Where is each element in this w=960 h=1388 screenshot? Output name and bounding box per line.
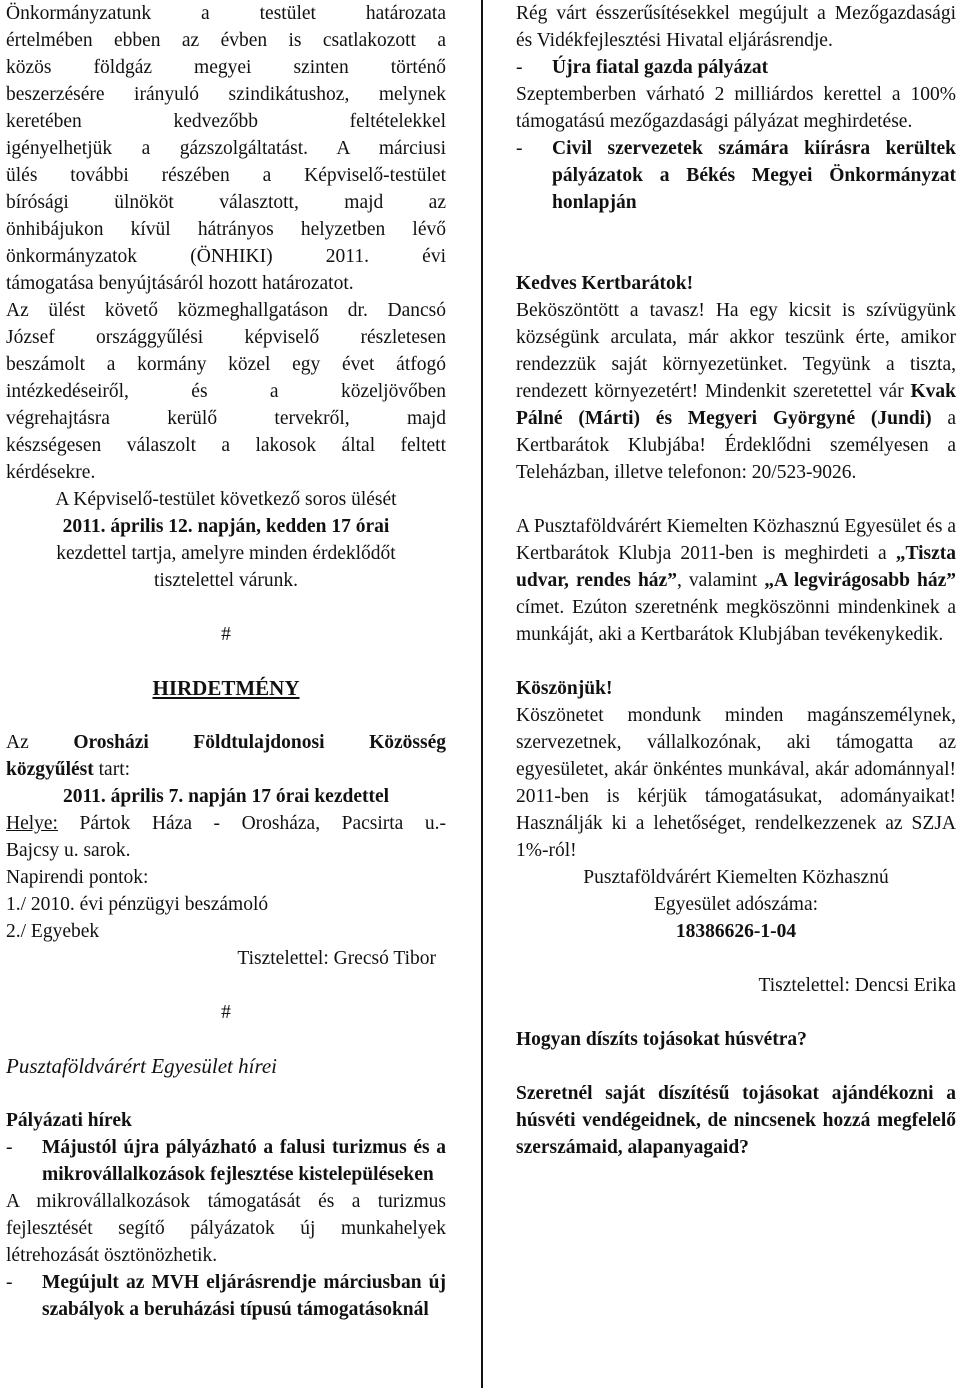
news-bullet bbox=[516, 54, 956, 81]
agenda-item: 1./ 2010. évi pénzügyi beszámoló bbox=[6, 894, 269, 915]
text-line: igényelhetjük a gázszolgáltatást. A márciusi bbox=[6, 138, 446, 159]
dash-marker: - bbox=[516, 138, 523, 159]
text-line: beszerzésére irányuló szindikátushoz, melynek bbox=[6, 84, 446, 105]
easter-heading: Hogyan díszíts tojásokat húsvétra? bbox=[516, 1029, 807, 1050]
news-bullet bbox=[6, 1269, 446, 1323]
text-line: közös földgáz megyei szinten történő bbox=[6, 57, 446, 78]
text-line: támogatása benyújtásáról hozott határozatot. bbox=[6, 273, 354, 294]
meeting-date: 2011. április 12. napján, kedden 17 órai bbox=[62, 516, 390, 537]
text-line: Bajcsy u. sarok. bbox=[6, 840, 131, 861]
text-line: ülés további részében a Képviselő-testület bbox=[6, 165, 446, 186]
assembly-word: közgyűlést bbox=[6, 759, 94, 780]
text-span: , valamint bbox=[676, 570, 765, 591]
separator-hash: # bbox=[221, 1002, 231, 1023]
grants-heading: Pályázati hírek bbox=[6, 1110, 132, 1131]
text-span: A Pusztaföldvárért Kiemelten Közhasznú Egyesület és a Kertbarátok Klubja 2011-ben is meghirdeti a bbox=[516, 516, 956, 564]
text-line: Önkormányzatunk a testület határozata bbox=[6, 3, 446, 24]
text-span: a Kertbarátok Klubjába! Érdeklődni személyesen a Teleházban, illetve telefonon: 20/523-9026. bbox=[516, 408, 956, 483]
bullet-text: Civil szervezetek számára kiírásra kerültek pályázatok a Békés Megyei Önkormányzat honlapján bbox=[552, 138, 956, 213]
text-line: tisztelettel várunk. bbox=[153, 570, 299, 591]
dash-marker: - bbox=[6, 1137, 13, 1158]
section-title: Pusztaföldvárért Egyesület hírei bbox=[6, 1054, 278, 1078]
text-span: címet. Ezúton szeretnénk megköszönni mindenkinek a munkáját, aki a Kertbarátok Klubjában tevékenykedik. bbox=[516, 597, 956, 645]
text-line: Az bbox=[6, 732, 74, 753]
place-value: Pártok Háza - Orosháza, Pacsirta u.- bbox=[57, 813, 446, 834]
bullet-text: Megújult az MVH eljárásrendje márciusban új szabályok a beruházási típusú támogatásoknál bbox=[42, 1272, 446, 1320]
hearing-paragraph bbox=[6, 297, 446, 486]
thanks-paragraph: Köszönetet mondunk minden magánszemélynek, szervezetnek, vállalkozónak, aki támogatta az egyesületet, akár önkéntes munkával, akár adománnyal! 2011-ben is kérjük támogatásukat, adományaikat! Használják ki a lehetőséget, rendelkezzenek az SZJA 1%-ról! bbox=[516, 705, 956, 861]
notice-title: HIRDETMÉNY bbox=[152, 676, 300, 700]
text-line: beszámolt a kormány közel egy évet átfogó bbox=[6, 354, 446, 375]
contact-names: Kvak Pálné (Márti) és Megyeri Györgyné (Jundi) bbox=[516, 381, 956, 429]
easter-paragraph: Szeretnél saját díszítésű tojásokat ajándékozni a húsvéti vendégeidnek, de nincsenek hozzá megfelelő szerszámaid, alapanyagaid? bbox=[516, 1083, 956, 1158]
agenda-title: Napirendi pontok: bbox=[6, 867, 149, 888]
contest-paragraph bbox=[516, 513, 956, 648]
text-line: készségesen válaszolt a lakosok által feltett bbox=[6, 435, 446, 456]
signature: Tisztelettel: Grecsó Tibor bbox=[237, 948, 436, 969]
bullet-body: A mikrovállalkozások támogatását és a turizmus fejlesztését segítő pályázatok új munkahelyek létrehozását ösztönözhetik. bbox=[6, 1191, 446, 1266]
contest-title: „A legvirágosabb ház” bbox=[764, 570, 956, 591]
notice-body bbox=[6, 729, 446, 972]
separator-hash: # bbox=[221, 624, 231, 645]
text-span: Beköszöntött a tavasz! Ha egy kicsit is szívügyünk községünk arculata, már akkor teszünk érte, amikor rendezzük saját környezetünket. Tegyünk a tiszta, rendezett környezetért! Mindenkit szeretettel vár bbox=[516, 300, 956, 402]
right-column bbox=[516, 0, 956, 1161]
mvh-paragraph: Rég várt ésszerűsítésekkel megújult a Mezőgazdasági és Vidékfejlesztési Hivatal eljárásrendje. bbox=[516, 3, 956, 51]
agenda-item: 2./ Egyebek bbox=[6, 921, 100, 942]
signature: Tisztelettel: Dencsi Erika bbox=[758, 975, 956, 996]
dash-marker: - bbox=[6, 1272, 13, 1293]
council-paragraph bbox=[6, 0, 446, 297]
garden-heading: Kedves Kertbarátok! bbox=[516, 273, 694, 294]
bullet-text: Májustól újra pályázható a falusi turizmus és a mikrovállalkozások fejlesztése kistelepüléseken bbox=[42, 1137, 446, 1185]
assembly-date: 2011. április 7. napján 17 órai kezdettel bbox=[62, 786, 390, 807]
tax-number: 18386626-1-04 bbox=[675, 921, 797, 942]
news-bullet bbox=[516, 135, 956, 216]
contest-title: „Tiszta udvar, rendes ház” bbox=[516, 543, 956, 591]
dash-marker: - bbox=[516, 57, 523, 78]
text-line: önkormányzatok (ÖNHIKI) 2011. évi bbox=[6, 246, 446, 267]
thanks-heading: Köszönjük! bbox=[516, 678, 613, 699]
text-line: Az ülést követő közmeghallgatáson dr. Dancsó bbox=[6, 300, 446, 321]
place-label: Helye: bbox=[6, 813, 58, 834]
text-line: keretében kedvezőbb feltételekkel bbox=[6, 111, 446, 132]
garden-paragraph bbox=[516, 297, 956, 486]
tax-line: Pusztaföldvárért Kiemelten Közhasznú bbox=[583, 867, 889, 888]
bullet-text: Újra fiatal gazda pályázat bbox=[552, 57, 769, 78]
text-line: A Képviselő-testület következő soros ülését bbox=[55, 489, 397, 510]
bullet-body: Szeptemberben várható 2 milliárdos kerettel a 100% támogatású mezőgazdasági pályázat meghirdetése. bbox=[516, 84, 956, 132]
text-line: önhibájukon kívül hátrányos helyzetben lévő bbox=[6, 219, 446, 240]
text-line: végrehajtásra kerülő tervekről, majd bbox=[6, 408, 446, 429]
text-line: bírósági ülnököt választott, majd az bbox=[6, 192, 446, 213]
text-line: tart: bbox=[93, 759, 131, 780]
news-bullet bbox=[6, 1134, 446, 1188]
left-column bbox=[6, 0, 446, 1323]
text-line: intézkedéseiről, és a közeljövőben bbox=[6, 381, 446, 402]
text-line: kérdésekre. bbox=[6, 462, 96, 483]
text-line: értelmében ebben az évben is csatlakozott a bbox=[6, 30, 446, 51]
organization-name: Orosházi Földtulajdonosi Közösség bbox=[73, 732, 446, 753]
tax-line: Egyesület adószáma: bbox=[653, 894, 819, 915]
column-divider bbox=[481, 0, 483, 1388]
text-line: József országgyűlési képviselő részletesen bbox=[6, 327, 446, 348]
text-line: kezdettel tartja, amelyre minden érdeklődőt bbox=[56, 543, 396, 564]
next-meeting-notice bbox=[6, 486, 446, 594]
